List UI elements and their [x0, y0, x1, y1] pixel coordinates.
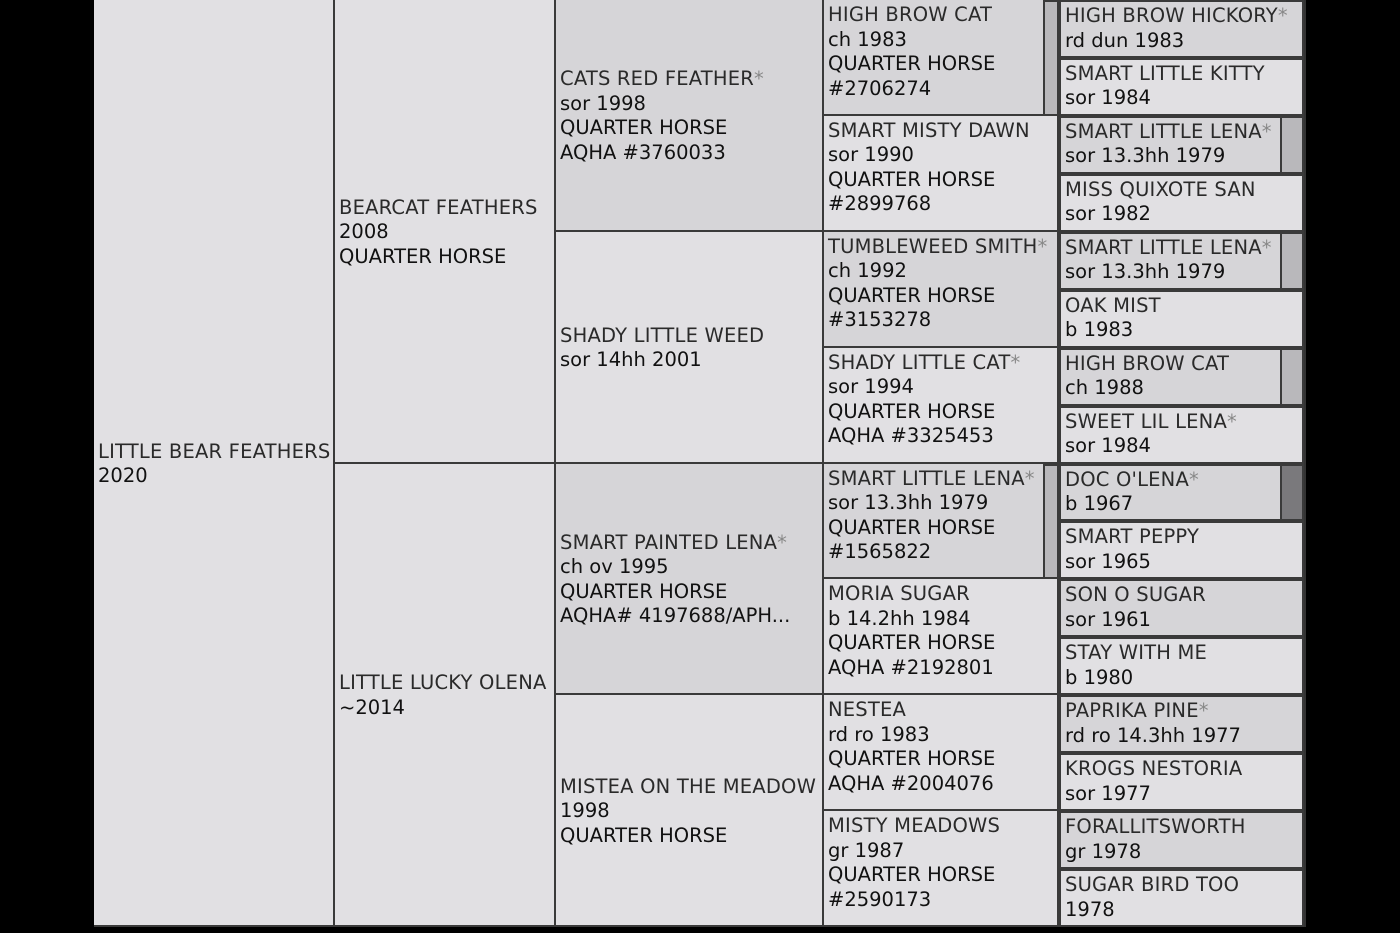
- grandparent-cell[interactable]: [556, 695, 824, 927]
- gen5-ancestor-cell[interactable]: [1059, 579, 1304, 637]
- horse-info: [828, 582, 1057, 680]
- horse-name-line: [1065, 525, 1302, 550]
- horse-name-line: [828, 582, 1057, 607]
- registered-star-icon: *: [777, 530, 787, 554]
- horse-name: LITTLE LUCKY OLENA: [339, 671, 547, 695]
- gen5-ancestor-cell[interactable]: [1059, 521, 1304, 579]
- horse-detail: AQHA #2004076: [828, 771, 994, 795]
- horse-detail: QUARTER HORSE: [828, 167, 996, 191]
- horse-info: [1065, 699, 1302, 748]
- horse-detail: #3153278: [828, 308, 932, 332]
- horse-name-line: [828, 119, 1057, 144]
- horse-name-line: [1065, 757, 1302, 782]
- horse-name: NESTEA: [828, 698, 907, 722]
- horse-name: SMART PAINTED LENA: [560, 530, 778, 554]
- pedigree-tree: [94, 0, 1306, 927]
- expand-ancestry-tab[interactable]: [1282, 464, 1304, 522]
- horse-info: [1065, 62, 1302, 111]
- horse-info: [1065, 352, 1280, 401]
- horse-detail: b 14.2hh 1984: [828, 606, 971, 630]
- gen5-ancestor-cell[interactable]: [1059, 753, 1304, 811]
- horse-detail: ch 1988: [1065, 376, 1144, 400]
- horse-info: [1065, 178, 1302, 227]
- horse-detail: b 1983: [1065, 318, 1134, 342]
- horse-detail: sor 1998: [560, 91, 646, 115]
- horse-info: [828, 467, 1043, 565]
- horse-detail: QUARTER HORSE: [828, 399, 996, 423]
- horse-name: TUMBLEWEED SMITH: [828, 234, 1038, 258]
- horse-name: FORALLITSWORTH: [1065, 815, 1246, 839]
- horse-info: [98, 440, 333, 489]
- horse-detail: AQHA# 4197688/APH...: [560, 604, 791, 628]
- horse-name-line: [1065, 410, 1302, 435]
- horse-detail: b 1980: [1065, 665, 1134, 689]
- horse-info: [1065, 525, 1302, 574]
- horse-name-line: [1065, 468, 1280, 493]
- horse-name-line: [828, 698, 1057, 723]
- horse-name: KROGS NESTORIA: [1065, 757, 1243, 781]
- horse-detail: QUARTER HORSE: [828, 283, 996, 307]
- grandparent-cell[interactable]: [556, 464, 824, 696]
- horse-name: SMART LITTLE LENA: [1065, 235, 1262, 259]
- horse-info: [1065, 641, 1302, 690]
- horse-name: BEARCAT FEATHERS: [339, 195, 538, 219]
- horse-name: OAK MIST: [1065, 293, 1161, 317]
- gen5-ancestor-cell[interactable]: [1059, 290, 1304, 348]
- horse-name-line: [1065, 641, 1302, 666]
- horse-detail: b 1967: [1065, 492, 1134, 515]
- registered-star-icon: *: [1198, 699, 1209, 723]
- registered-star-icon: *: [1277, 4, 1288, 27]
- horse-name: PAPRIKA PINE: [1065, 699, 1199, 723]
- great-grandparent-cell[interactable]: [824, 579, 1059, 695]
- horse-name-line: [1065, 178, 1302, 203]
- horse-name: MISS QUIXOTE SAN: [1065, 177, 1256, 201]
- horse-name-line: [828, 3, 1043, 28]
- horse-detail: 1978: [1065, 897, 1115, 921]
- horse-name-line: [1065, 4, 1302, 29]
- registered-star-icon: *: [1189, 467, 1199, 491]
- registered-star-icon: *: [1010, 350, 1021, 374]
- horse-name-line: [560, 531, 822, 556]
- horse-detail: gr 1987: [828, 838, 905, 862]
- horse-name: HIGH BROW CAT: [828, 3, 993, 26]
- horse-name: SWEET LIL LENA: [1065, 409, 1227, 433]
- horse-detail: QUARTER HORSE: [560, 579, 728, 603]
- horse-name: MORIA SUGAR: [828, 582, 970, 606]
- horse-detail: sor 1994: [828, 375, 914, 399]
- registered-star-icon: *: [1024, 466, 1035, 490]
- gen5-ancestor-cell[interactable]: [1059, 232, 1282, 290]
- horse-info: [828, 814, 1057, 912]
- great-grandparent-cell[interactable]: [824, 348, 1059, 464]
- horse-info: [560, 67, 822, 165]
- horse-detail: sor 1961: [1065, 607, 1151, 631]
- horse-name: STAY WITH ME: [1065, 641, 1208, 665]
- horse-detail: QUARTER HORSE: [828, 863, 996, 887]
- gen5-ancestor-cell[interactable]: [1059, 695, 1304, 753]
- horse-name: CATS RED FEATHER: [560, 67, 755, 91]
- great-grandparent-cell[interactable]: [824, 116, 1059, 232]
- horse-info: [1065, 120, 1280, 169]
- subject-horse-cell[interactable]: [94, 0, 335, 927]
- dam-cell[interactable]: [335, 464, 556, 928]
- horse-detail: sor 1984: [1065, 434, 1151, 458]
- horse-name-line: [339, 671, 554, 696]
- horse-detail: rd ro 14.3hh 1977: [1065, 723, 1241, 747]
- horse-detail: ch ov 1995: [560, 555, 669, 579]
- horse-info: [828, 351, 1057, 449]
- horse-detail: 2020: [98, 464, 148, 487]
- horse-name-line: [1065, 294, 1302, 319]
- horse-detail: QUARTER HORSE: [828, 515, 996, 539]
- horse-name: SHADY LITTLE CAT: [828, 350, 1011, 374]
- horse-detail: sor 1990: [828, 143, 914, 167]
- horse-name-line: [828, 467, 1043, 492]
- gen5-ancestor-cell[interactable]: [1059, 174, 1304, 232]
- horse-detail: sor 13.3hh 1979: [828, 491, 989, 514]
- horse-detail: AQHA #2192801: [828, 655, 994, 679]
- horse-name-line: [1065, 583, 1302, 608]
- expand-ancestry-tab[interactable]: [1282, 116, 1304, 174]
- registered-star-icon: *: [1227, 409, 1237, 433]
- horse-info: [1065, 236, 1280, 285]
- horse-info: [1065, 294, 1302, 343]
- great-grandparent-cell[interactable]: [824, 0, 1045, 116]
- horse-info: [560, 531, 822, 629]
- horse-name-line: [1065, 120, 1280, 145]
- horse-detail: AQHA #3760033: [560, 140, 726, 164]
- horse-name: HIGH BROW HICKORY: [1065, 4, 1278, 27]
- horse-name: SUGAR BIRD TOO: [1065, 873, 1240, 897]
- horse-detail: ~2014: [339, 695, 405, 719]
- horse-name: DOC O'LENA: [1065, 467, 1189, 491]
- horse-name-line: [1065, 873, 1302, 898]
- horse-detail: AQHA #3325453: [828, 424, 994, 448]
- expand-ancestry-tab[interactable]: [1045, 0, 1059, 116]
- gen5-ancestor-cell[interactable]: [1059, 58, 1304, 116]
- horse-name: HIGH BROW CAT: [1065, 351, 1230, 375]
- sire-cell[interactable]: [335, 0, 556, 464]
- horse-detail: 1998: [560, 799, 610, 823]
- horse-name: SMART LITTLE LENA: [1065, 119, 1262, 143]
- horse-name: SMART LITTLE LENA: [828, 466, 1025, 490]
- horse-detail: QUARTER HORSE: [560, 116, 728, 140]
- horse-name-line: [828, 351, 1057, 376]
- horse-info: [1065, 4, 1302, 53]
- horse-name: MISTY MEADOWS: [828, 814, 1001, 838]
- horse-info: [560, 324, 822, 373]
- great-grandparent-cell[interactable]: [824, 811, 1059, 927]
- horse-detail: sor 1965: [1065, 549, 1151, 573]
- horse-name-line: [828, 235, 1057, 260]
- horse-info: [339, 196, 554, 270]
- horse-name-line: [560, 324, 822, 349]
- horse-info: [1065, 468, 1280, 517]
- horse-info: [1065, 873, 1302, 922]
- horse-detail: gr 1978: [1065, 839, 1142, 863]
- registered-star-icon: *: [1261, 119, 1272, 143]
- horse-detail: rd ro 1983: [828, 722, 930, 746]
- gen5-ancestor-cell[interactable]: [1059, 0, 1304, 58]
- horse-info: [339, 671, 554, 720]
- horse-detail: sor 14hh 2001: [560, 348, 702, 372]
- horse-info: [828, 698, 1057, 796]
- horse-name: MISTEA ON THE MEADOW: [560, 774, 817, 798]
- horse-detail: sor 13.3hh 1979: [1065, 260, 1226, 284]
- horse-name: LITTLE BEAR FEATHERS: [98, 439, 331, 463]
- horse-name-line: [1065, 815, 1302, 840]
- gen5-ancestor-cell[interactable]: [1059, 869, 1304, 927]
- horse-info: [1065, 583, 1302, 632]
- horse-detail: QUARTER HORSE: [828, 747, 996, 771]
- horse-name-line: [828, 814, 1057, 839]
- horse-detail: sor 1977: [1065, 781, 1151, 805]
- horse-detail: ch 1992: [828, 259, 907, 283]
- great-grandparent-cell[interactable]: [824, 695, 1059, 811]
- expand-ancestry-tab[interactable]: [1045, 464, 1059, 580]
- horse-detail: QUARTER HORSE: [560, 823, 728, 847]
- horse-name: SON O SUGAR: [1065, 583, 1206, 607]
- horse-detail: QUARTER HORSE: [828, 52, 996, 75]
- registered-star-icon: *: [1037, 234, 1048, 258]
- horse-name: SMART PEPPY: [1065, 525, 1200, 549]
- horse-name: SMART MISTY DAWN: [828, 118, 1030, 142]
- gen5-ancestor-cell[interactable]: [1059, 811, 1304, 869]
- horse-name: SHADY LITTLE WEED: [560, 323, 765, 347]
- gen5-ancestor-cell[interactable]: [1059, 637, 1304, 695]
- horse-name: SMART LITTLE KITTY: [1065, 61, 1265, 85]
- horse-detail: ch 1983: [828, 27, 907, 51]
- horse-detail: rd dun 1983: [1065, 28, 1185, 52]
- gen5-ancestor-cell[interactable]: [1059, 348, 1282, 406]
- horse-name-line: [560, 67, 822, 92]
- expand-ancestry-tab[interactable]: [1282, 348, 1304, 406]
- horse-detail: sor 1982: [1065, 202, 1151, 226]
- horse-name-line: [560, 775, 822, 800]
- horse-detail: QUARTER HORSE: [339, 244, 507, 268]
- horse-name-line: [98, 440, 333, 465]
- horse-detail: #2899768: [828, 192, 932, 216]
- horse-detail: sor 13.3hh 1979: [1065, 144, 1226, 168]
- horse-detail: #2590173: [828, 887, 932, 911]
- registered-star-icon: *: [1261, 235, 1272, 259]
- horse-detail: #2706274: [828, 76, 932, 100]
- horse-info: [560, 775, 822, 849]
- expand-ancestry-tab[interactable]: [1282, 232, 1304, 290]
- horse-info: [1065, 815, 1302, 864]
- grandparent-cell[interactable]: [556, 0, 824, 232]
- gen5-ancestor-cell[interactable]: [1059, 116, 1282, 174]
- horse-name-line: [1065, 699, 1302, 724]
- horse-name-line: [1065, 62, 1302, 87]
- horse-info: [1065, 757, 1302, 806]
- horse-name-line: [1065, 236, 1280, 261]
- horse-info: [828, 119, 1057, 217]
- horse-detail: 2008: [339, 220, 389, 243]
- horse-name-line: [339, 196, 554, 221]
- horse-detail: #1565822: [828, 540, 932, 563]
- registered-star-icon: *: [754, 67, 764, 91]
- grandparent-cell[interactable]: [556, 232, 824, 464]
- horse-name-line: [1065, 352, 1280, 377]
- horse-info: [1065, 410, 1302, 459]
- horse-info: [828, 3, 1043, 101]
- gen5-ancestor-cell[interactable]: [1059, 464, 1282, 522]
- horse-detail: QUARTER HORSE: [828, 631, 996, 655]
- horse-info: [828, 235, 1057, 333]
- great-grandparent-cell[interactable]: [824, 232, 1059, 348]
- horse-detail: sor 1984: [1065, 86, 1151, 110]
- gen5-ancestor-cell[interactable]: [1059, 406, 1304, 464]
- great-grandparent-cell[interactable]: [824, 464, 1045, 580]
